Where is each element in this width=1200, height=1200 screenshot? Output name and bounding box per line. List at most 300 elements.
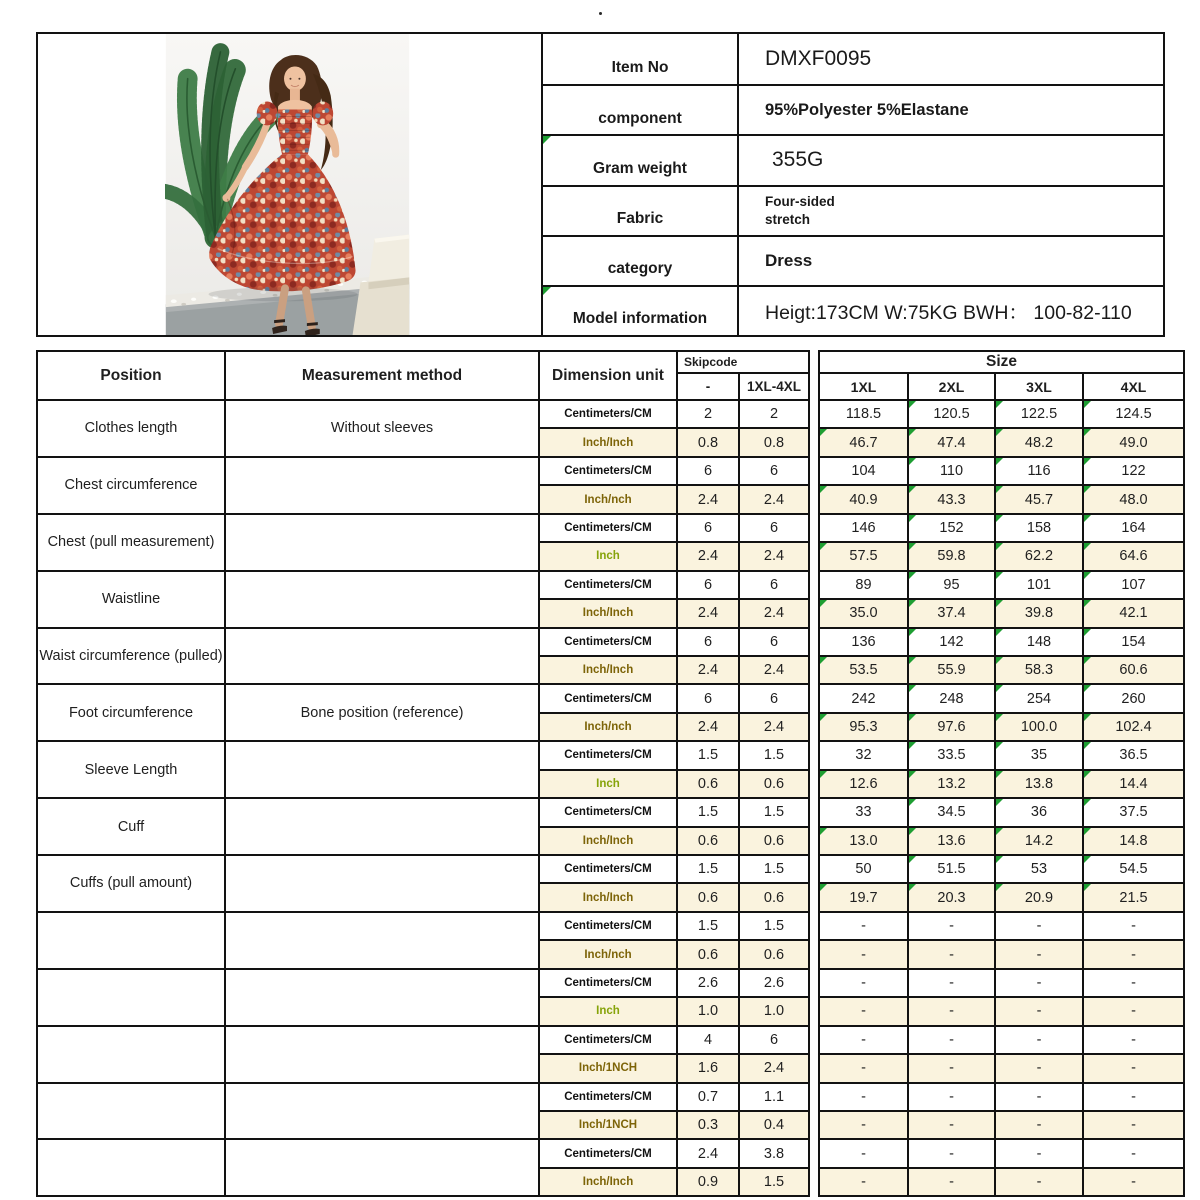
comment-marker-icon: [1084, 828, 1091, 835]
comment-marker-icon: [820, 828, 827, 835]
skipcode-value-cell: 1.5: [677, 912, 739, 940]
skipcode-value-cell: 1.5: [739, 798, 809, 826]
comment-marker-icon: [909, 685, 916, 692]
size-value-cell-1xl: 46.7: [819, 428, 908, 456]
info-value-line: stretch: [765, 211, 811, 227]
info-label: [543, 285, 739, 335]
comment-marker-icon: [543, 136, 551, 144]
size-value-cell-2xl: 97.6: [908, 713, 995, 741]
size-value-cell-3xl: -: [995, 1111, 1083, 1139]
size-value-cell-4xl: 14.8: [1083, 827, 1184, 855]
skipcode-value-cell: 1.5: [677, 798, 739, 826]
size-value-cell-3xl: -: [995, 940, 1083, 968]
unit-cell: Inch/Inch: [539, 599, 677, 627]
info-label: [543, 84, 739, 134]
comment-marker-icon: [996, 714, 1003, 721]
position-cell: [37, 1139, 225, 1196]
unit-cell: Centimeters/CM: [539, 571, 677, 599]
header-size-2xl: 2XL: [908, 373, 995, 400]
comment-marker-icon: [909, 771, 916, 778]
comment-marker-icon: [996, 685, 1003, 692]
position-cell: Sleeve Length: [37, 741, 225, 798]
comment-marker-icon: [909, 401, 916, 408]
comment-marker-icon: [909, 828, 916, 835]
size-value-cell-3xl: -: [995, 997, 1083, 1025]
unit-cell: Centimeters/CM: [539, 969, 677, 997]
info-label-text: Model information: [572, 310, 708, 328]
size-value-cell-4xl: -: [1083, 997, 1184, 1025]
size-value-cell-2xl: 13.6: [908, 827, 995, 855]
unit-cell: Inch/Inch: [539, 428, 677, 456]
header-position: Position: [37, 351, 225, 400]
size-value-cell-4xl: -: [1083, 1139, 1184, 1167]
size-value-cell-1xl: 95.3: [819, 713, 908, 741]
skipcode-value-cell: 1.1: [739, 1083, 809, 1111]
skipcode-value-cell: 2.4: [677, 713, 739, 741]
position-cell: Foot circumference: [37, 684, 225, 741]
comment-marker-icon: [1084, 742, 1091, 749]
comment-marker-icon: [996, 429, 1003, 436]
position-cell: Cuffs (pull amount): [37, 855, 225, 912]
size-value-cell-2xl: 34.5: [908, 798, 995, 826]
unit-cell: Centimeters/CM: [539, 798, 677, 826]
skipcode-value-cell: 6: [677, 514, 739, 542]
size-value-cell-1xl: -: [819, 1054, 908, 1082]
comment-marker-icon: [1084, 629, 1091, 636]
size-value-cell-3xl: -: [995, 1054, 1083, 1082]
info-value-line: Four-sided: [765, 194, 835, 210]
size-value-cell-2xl: -: [908, 1139, 995, 1167]
unit-cell: Centimeters/CM: [539, 400, 677, 428]
comment-marker-icon: [1084, 799, 1091, 806]
header-size: Size: [819, 351, 1184, 373]
size-value-cell-2xl: 47.4: [908, 428, 995, 456]
size-value-cell-3xl: -: [995, 1168, 1083, 1196]
skipcode-value-cell: 1.5: [677, 855, 739, 883]
size-value-cell-1xl: -: [819, 1139, 908, 1167]
size-value-cell-2xl: 120.5: [908, 400, 995, 428]
comment-marker-icon: [1084, 543, 1091, 550]
size-value-cell-1xl: 32: [819, 741, 908, 769]
size-value-cell-3xl: -: [995, 1083, 1083, 1111]
size-value-cell-4xl: 260: [1083, 684, 1184, 712]
comment-marker-icon: [909, 884, 916, 891]
skipcode-value-cell: 0.6: [739, 827, 809, 855]
skipcode-value-cell: 1.5: [739, 912, 809, 940]
size-value-cell-1xl: 146: [819, 514, 908, 542]
position-cell: [37, 1083, 225, 1140]
size-value-cell-1xl: -: [819, 997, 908, 1025]
skipcode-value-cell: 2.4: [677, 542, 739, 570]
size-value-cell-1xl: -: [819, 1111, 908, 1139]
size-value-cell-2xl: -: [908, 969, 995, 997]
info-value-text: Heigt:173CM W:75KG BWH： 100-82-110: [765, 301, 1132, 324]
comment-marker-icon: [996, 401, 1003, 408]
unit-cell: Inch/Inch: [539, 656, 677, 684]
skipcode-value-cell: 0.6: [677, 883, 739, 911]
size-value-cell-3xl: 122.5: [995, 400, 1083, 428]
method-cell: [225, 741, 539, 798]
size-value-cell-2xl: 152: [908, 514, 995, 542]
comment-marker-icon: [820, 714, 827, 721]
position-cell: Clothes length: [37, 400, 225, 457]
size-value-cell-4xl: 64.6: [1083, 542, 1184, 570]
skipcode-value-cell: 0.6: [739, 770, 809, 798]
size-value-cell-4xl: -: [1083, 1054, 1184, 1082]
info-label-text: Fabric: [616, 210, 664, 228]
unit-cell: Centimeters/CM: [539, 912, 677, 940]
comment-marker-icon: [543, 287, 551, 295]
size-value-cell-4xl: -: [1083, 940, 1184, 968]
skipcode-value-cell: 6: [677, 684, 739, 712]
comment-marker-icon: [909, 486, 916, 493]
size-value-cell-3xl: 45.7: [995, 485, 1083, 513]
size-value-cell-2xl: 33.5: [908, 741, 995, 769]
size-value-cell-3xl: 116: [995, 457, 1083, 485]
size-value-cell-4xl: 154: [1083, 628, 1184, 656]
size-value-cell-4xl: 164: [1083, 514, 1184, 542]
size-value-cell-3xl: 13.8: [995, 770, 1083, 798]
size-value-cell-1xl: 118.5: [819, 400, 908, 428]
method-cell: [225, 514, 539, 571]
size-value-cell-4xl: -: [1083, 969, 1184, 997]
comment-marker-icon: [1084, 429, 1091, 436]
method-cell: [225, 1139, 539, 1196]
comment-marker-icon: [996, 515, 1003, 522]
info-value: [739, 285, 1163, 335]
method-cell: [225, 798, 539, 855]
size-value-cell-1xl: 35.0: [819, 599, 908, 627]
skipcode-value-cell: 0.9: [677, 1168, 739, 1196]
skipcode-value-cell: 0.6: [677, 940, 739, 968]
size-value-cell-3xl: 148: [995, 628, 1083, 656]
size-value-cell-3xl: -: [995, 912, 1083, 940]
comment-marker-icon: [909, 429, 916, 436]
size-value-cell-2xl: 13.2: [908, 770, 995, 798]
size-value-cell-3xl: 254: [995, 684, 1083, 712]
size-value-cell-2xl: 110: [908, 457, 995, 485]
unit-cell: Inch/nch: [539, 485, 677, 513]
size-value-cell-1xl: -: [819, 1083, 908, 1111]
unit-cell: Inch: [539, 997, 677, 1025]
method-cell: [225, 628, 539, 685]
comment-marker-icon: [1084, 572, 1091, 579]
position-cell: Waistline: [37, 571, 225, 628]
size-value-cell-4xl: 122: [1083, 457, 1184, 485]
comment-marker-icon: [996, 600, 1003, 607]
skipcode-value-cell: 4: [677, 1026, 739, 1054]
skipcode-value-cell: 2.4: [739, 485, 809, 513]
method-cell: [225, 457, 539, 514]
skipcode-value-cell: 1.5: [739, 855, 809, 883]
size-value-cell-2xl: 59.8: [908, 542, 995, 570]
size-value-cell-2xl: 248: [908, 684, 995, 712]
comment-marker-icon: [909, 799, 916, 806]
size-value-cell-4xl: 54.5: [1083, 855, 1184, 883]
size-value-cell-4xl: 107: [1083, 571, 1184, 599]
size-value-cell-3xl: 62.2: [995, 542, 1083, 570]
comment-marker-icon: [909, 629, 916, 636]
method-cell: [225, 969, 539, 1026]
position-cell: Chest (pull measurement): [37, 514, 225, 571]
comment-marker-icon: [1084, 714, 1091, 721]
size-value-cell-2xl: 95: [908, 571, 995, 599]
size-value-cell-1xl: -: [819, 912, 908, 940]
size-value-cell-4xl: 48.0: [1083, 485, 1184, 513]
skipcode-value-cell: 6: [739, 571, 809, 599]
skipcode-value-cell: 2.4: [739, 599, 809, 627]
size-value-cell-1xl: 12.6: [819, 770, 908, 798]
comment-marker-icon: [909, 742, 916, 749]
info-value: [739, 185, 1163, 235]
size-value-cell-4xl: 124.5: [1083, 400, 1184, 428]
size-value-cell-4xl: 60.6: [1083, 656, 1184, 684]
comment-marker-icon: [1084, 884, 1091, 891]
skipcode-value-cell: 0.3: [677, 1111, 739, 1139]
info-value-text: 95%Polyester 5%Elastane: [765, 100, 969, 119]
info-label-text: category: [607, 260, 673, 278]
skipcode-value-cell: 6: [739, 628, 809, 656]
comment-marker-icon: [1084, 486, 1091, 493]
size-value-cell-1xl: 104: [819, 457, 908, 485]
size-value-cell-2xl: 142: [908, 628, 995, 656]
size-value-cell-3xl: 39.8: [995, 599, 1083, 627]
header-skipcode: Skipcode: [677, 351, 809, 373]
comment-marker-icon: [820, 429, 827, 436]
info-label: [543, 134, 739, 184]
comment-marker-icon: [996, 742, 1003, 749]
method-cell: Bone position (reference): [225, 684, 539, 741]
method-cell: [225, 855, 539, 912]
header-size-3xl: 3XL: [995, 373, 1083, 400]
comment-marker-icon: [909, 600, 916, 607]
size-value-cell-1xl: 57.5: [819, 542, 908, 570]
size-value-cell-4xl: -: [1083, 912, 1184, 940]
skipcode-value-cell: 2.4: [739, 656, 809, 684]
skipcode-value-cell: 2.4: [677, 656, 739, 684]
skipcode-value-cell: 0.7: [677, 1083, 739, 1111]
size-value-cell-3xl: 101: [995, 571, 1083, 599]
size-value-cell-2xl: -: [908, 997, 995, 1025]
comment-marker-icon: [996, 856, 1003, 863]
header-size-1xl: 1XL: [819, 373, 908, 400]
info-label-text: Gram weight: [593, 159, 687, 177]
comment-marker-icon: [820, 884, 827, 891]
size-value-cell-2xl: 20.3: [908, 883, 995, 911]
comment-marker-icon: [820, 657, 827, 664]
skipcode-value-cell: 2.4: [739, 542, 809, 570]
position-cell: Chest circumference: [37, 457, 225, 514]
size-value-cell-1xl: -: [819, 969, 908, 997]
product-photo-cell: [38, 34, 543, 335]
size-value-cell-2xl: -: [908, 1026, 995, 1054]
unit-cell: Inch/nch: [539, 713, 677, 741]
size-value-cell-2xl: -: [908, 1054, 995, 1082]
skipcode-value-cell: 1.0: [739, 997, 809, 1025]
comment-marker-icon: [996, 657, 1003, 664]
size-chart-size-table: [818, 350, 1185, 1197]
comment-marker-icon: [909, 856, 916, 863]
comment-marker-icon: [1084, 856, 1091, 863]
comment-marker-icon: [1084, 600, 1091, 607]
size-value-cell-3xl: 20.9: [995, 883, 1083, 911]
comment-marker-icon: [1084, 685, 1091, 692]
info-value-text: DMXF0095: [765, 47, 872, 71]
size-value-cell-4xl: -: [1083, 1111, 1184, 1139]
skipcode-value-cell: 6: [677, 457, 739, 485]
unit-cell: Inch/1NCH: [539, 1054, 677, 1082]
comment-marker-icon: [996, 884, 1003, 891]
unit-cell: Centimeters/CM: [539, 628, 677, 656]
size-value-cell-2xl: 37.4: [908, 599, 995, 627]
info-value-text: Dress: [765, 250, 813, 270]
size-value-cell-2xl: -: [908, 912, 995, 940]
comment-marker-icon: [996, 543, 1003, 550]
info-value: [739, 84, 1163, 134]
size-value-cell-3xl: -: [995, 969, 1083, 997]
comment-marker-icon: [820, 771, 827, 778]
skipcode-value-cell: 1.5: [677, 741, 739, 769]
size-value-cell-1xl: 53.5: [819, 656, 908, 684]
comment-marker-icon: [996, 629, 1003, 636]
size-value-cell-1xl: 40.9: [819, 485, 908, 513]
skipcode-value-cell: 6: [739, 514, 809, 542]
comment-marker-icon: [1084, 771, 1091, 778]
comment-marker-icon: [909, 543, 916, 550]
size-value-cell-3xl: -: [995, 1026, 1083, 1054]
skipcode-value-cell: 2.4: [739, 713, 809, 741]
size-value-cell-2xl: -: [908, 1111, 995, 1139]
unit-cell: Inch: [539, 542, 677, 570]
comment-marker-icon: [909, 657, 916, 664]
skipcode-value-cell: 1.5: [739, 1168, 809, 1196]
skipcode-value-cell: 0.4: [739, 1111, 809, 1139]
skipcode-value-cell: 3.8: [739, 1139, 809, 1167]
size-value-cell-4xl: 102.4: [1083, 713, 1184, 741]
size-value-cell-4xl: -: [1083, 1168, 1184, 1196]
skipcode-value-cell: 6: [739, 1026, 809, 1054]
size-value-cell-1xl: 136: [819, 628, 908, 656]
product-photo-image: [165, 34, 410, 335]
size-value-cell-3xl: 48.2: [995, 428, 1083, 456]
comment-marker-icon: [909, 572, 916, 579]
skipcode-value-cell: 6: [739, 684, 809, 712]
size-value-cell-4xl: 36.5: [1083, 741, 1184, 769]
skipcode-value-cell: 0.8: [677, 428, 739, 456]
comment-marker-icon: [1084, 657, 1091, 664]
unit-cell: Centimeters/CM: [539, 514, 677, 542]
size-value-cell-2xl: 43.3: [908, 485, 995, 513]
size-value-cell-3xl: 53: [995, 855, 1083, 883]
header-measurement-method: Measurement method: [225, 351, 539, 400]
size-value-cell-3xl: 14.2: [995, 827, 1083, 855]
header-skip-range: 1XL-4XL: [739, 373, 809, 400]
comment-marker-icon: [996, 828, 1003, 835]
size-value-cell-2xl: 51.5: [908, 855, 995, 883]
skipcode-value-cell: 2.4: [677, 485, 739, 513]
unit-cell: Inch/1NCH: [539, 1111, 677, 1139]
size-value-cell-2xl: 55.9: [908, 656, 995, 684]
size-value-cell-1xl: 242: [819, 684, 908, 712]
unit-cell: Inch/Inch: [539, 883, 677, 911]
size-value-cell-3xl: 58.3: [995, 656, 1083, 684]
comment-marker-icon: [996, 572, 1003, 579]
comment-marker-icon: [996, 799, 1003, 806]
unit-cell: Inch/Inch: [539, 827, 677, 855]
size-value-cell-2xl: -: [908, 940, 995, 968]
comment-marker-icon: [820, 486, 827, 493]
size-value-cell-1xl: -: [819, 940, 908, 968]
skipcode-value-cell: 1.0: [677, 997, 739, 1025]
header-dimension-unit: Dimension unit: [539, 351, 677, 400]
skipcode-value-cell: 6: [739, 457, 809, 485]
size-value-cell-1xl: 33: [819, 798, 908, 826]
size-value-cell-4xl: 37.5: [1083, 798, 1184, 826]
info-label: [543, 34, 739, 84]
method-cell: Without sleeves: [225, 400, 539, 457]
unit-cell: Centimeters/CM: [539, 741, 677, 769]
info-value: [739, 134, 1163, 184]
info-label-text: Item No: [611, 58, 669, 76]
position-cell: [37, 969, 225, 1026]
product-info-table: [36, 32, 1165, 337]
size-value-cell-4xl: -: [1083, 1026, 1184, 1054]
unit-cell: Centimeters/CM: [539, 855, 677, 883]
comment-marker-icon: [1084, 458, 1091, 465]
size-value-cell-1xl: 13.0: [819, 827, 908, 855]
skipcode-value-cell: 2.4: [739, 1054, 809, 1082]
skipcode-value-cell: 1.6: [677, 1054, 739, 1082]
size-value-cell-1xl: 19.7: [819, 883, 908, 911]
size-value-cell-1xl: -: [819, 1168, 908, 1196]
size-value-cell-4xl: 14.4: [1083, 770, 1184, 798]
position-cell: [37, 912, 225, 969]
skipcode-value-cell: 0.6: [739, 940, 809, 968]
header-size-4xl: 4XL: [1083, 373, 1184, 400]
size-value-cell-3xl: 35: [995, 741, 1083, 769]
skipcode-value-cell: 2: [677, 400, 739, 428]
skipcode-value-cell: 2.6: [677, 969, 739, 997]
skipcode-value-cell: 0.6: [677, 827, 739, 855]
unit-cell: Centimeters/CM: [539, 1083, 677, 1111]
size-value-cell-1xl: 50: [819, 855, 908, 883]
info-label: [543, 185, 739, 235]
skipcode-value-cell: 2.6: [739, 969, 809, 997]
unit-cell: Centimeters/CM: [539, 1139, 677, 1167]
skipcode-value-cell: 6: [677, 571, 739, 599]
info-value: [739, 34, 1163, 84]
unit-cell: Inch/nch: [539, 940, 677, 968]
skipcode-value-cell: 0.6: [739, 883, 809, 911]
size-value-cell-2xl: -: [908, 1168, 995, 1196]
size-value-cell-4xl: 42.1: [1083, 599, 1184, 627]
size-value-cell-4xl: 21.5: [1083, 883, 1184, 911]
size-value-cell-3xl: 36: [995, 798, 1083, 826]
skipcode-value-cell: 2: [739, 400, 809, 428]
size-value-cell-4xl: -: [1083, 1083, 1184, 1111]
skipcode-value-cell: 2.4: [677, 599, 739, 627]
comment-marker-icon: [1084, 401, 1091, 408]
size-value-cell-1xl: -: [819, 1026, 908, 1054]
info-value-text: 355G: [772, 148, 824, 172]
size-value-cell-3xl: 158: [995, 514, 1083, 542]
unit-cell: Inch: [539, 770, 677, 798]
unit-cell: Inch/Inch: [539, 1168, 677, 1196]
comment-marker-icon: [820, 600, 827, 607]
skipcode-value-cell: 2.4: [677, 1139, 739, 1167]
position-cell: Waist circumference (pulled): [37, 628, 225, 685]
comment-marker-icon: [909, 458, 916, 465]
